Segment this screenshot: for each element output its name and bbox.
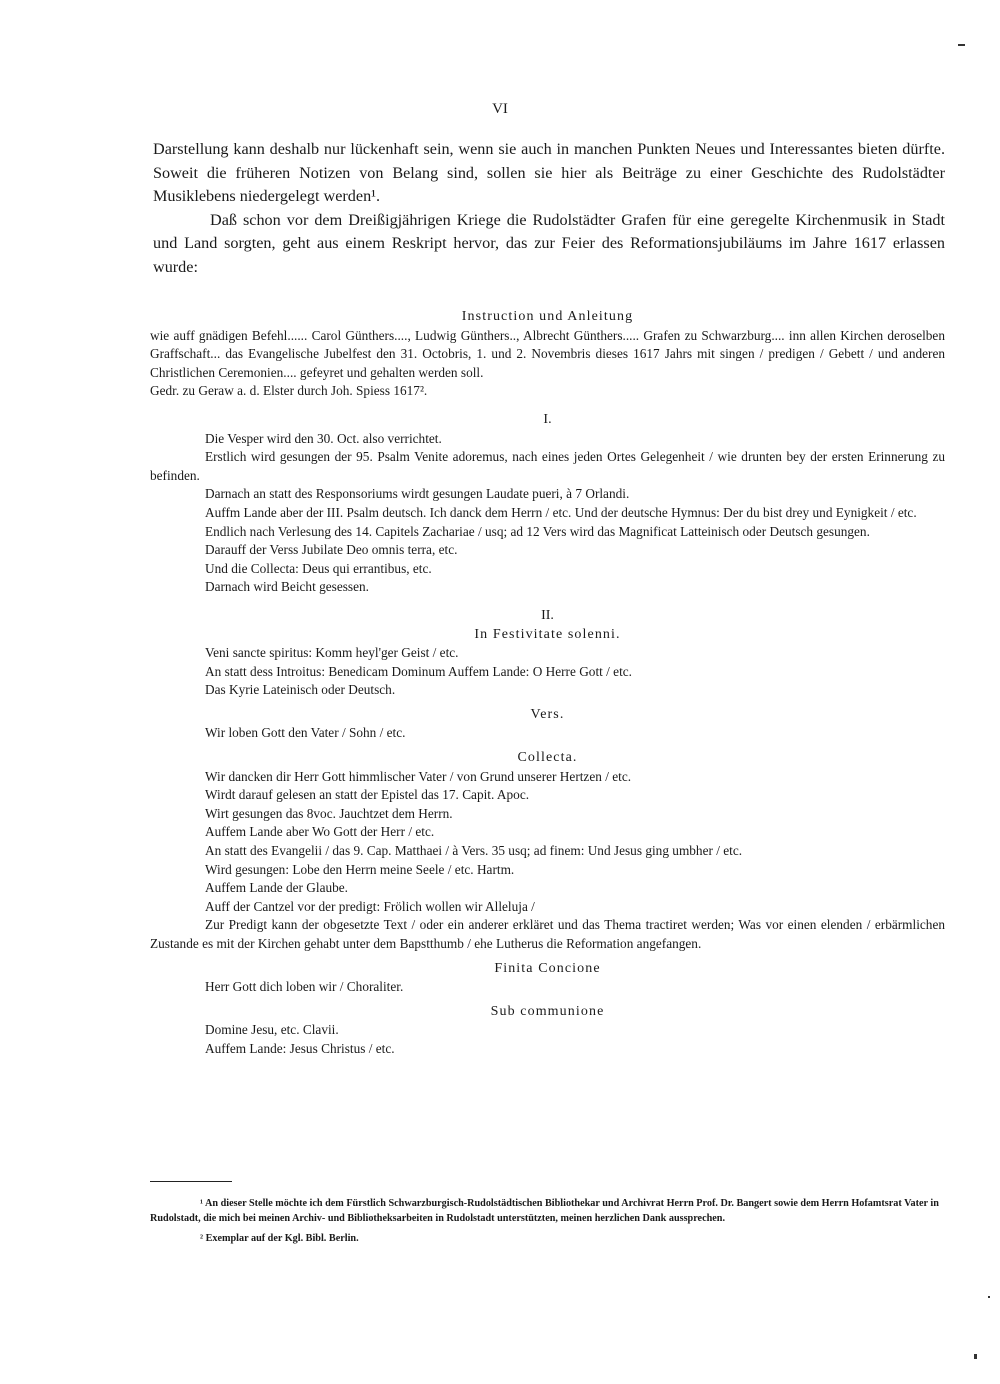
intro-paragraph: Daß schon vor dem Dreißigjährigen Kriege die Rudolstädter Grafen für eine geregelte Kirchenmusik in Stadt und Land sorgten, geht aus einem Reskript hervor, das zur Feier des Reformationsjubiläums im Jahre 1617 erlassen wurde: <box>153 210 945 276</box>
footnote: ² Exemplar auf der Kgl. Bibl. Berlin. <box>200 1233 359 1244</box>
scan-speck <box>988 1296 990 1298</box>
section-line: Wir loben Gott den Vater / Sohn / etc. <box>205 725 406 741</box>
section-line: Veni sancte spiritus: Komm heyl'ger Geist / etc. <box>205 645 459 661</box>
section-line: Darnach an statt des Responsoriums wirdt gesungen Laudate pueri, à 7 Orlandi. <box>205 486 630 502</box>
footnotes <box>150 1196 945 1246</box>
section-line: Wird gesungen: Lobe den Herrn meine Seele / etc. Hartm. <box>205 861 515 877</box>
section-line: Wir dancken dir Herr Gott himmlischer Vater / von Grund unserer Hertzen / etc. <box>205 768 632 784</box>
section-subheading: In Festivitate solenni. <box>474 626 621 642</box>
section-line: An statt des Evangelii / das 9. Cap. Matthaei / à Vers. 35 usq; ad finem: Und Jesus ging umbher / etc. <box>205 843 743 859</box>
section-line: Und die Collecta: Deus qui errantibus, etc. <box>205 560 432 576</box>
page-number: VI <box>492 101 508 117</box>
collecta-heading: Collecta. <box>517 750 578 766</box>
rescript-document <box>150 308 945 1059</box>
rescript-printer: Gedr. zu Geraw a. d. Elster durch Joh. Spiess 1617². <box>150 383 428 399</box>
section-line: Erstlich wird gesungen der 95. Psalm Venite adoremus, nach eines jeden Ortes Gelegenheit / wie drunten bey der ersten Erinnerung zu befinden. <box>150 449 945 483</box>
section-line: Auffm Lande aber der III. Psalm deutsch. Ich danck dem Herrn / etc. Und der deutsche Hymnus: Der du bist drey und Eynigkeit / etc. <box>205 504 917 520</box>
section-line: Endlich nach Verlesung des 14. Capitels Zachariae / usq; ad 12 Vers wird das Magnificat Latteinisch oder Deutsch gesungen. <box>205 523 870 539</box>
section-heading: I. <box>543 411 552 427</box>
communione-heading: Sub communione <box>490 1003 605 1019</box>
section-line: Auffem Lande aber Wo Gott der Herr / etc. <box>205 824 435 840</box>
section-line: Darnach wird Beicht gesessen. <box>205 579 369 595</box>
footnote-divider <box>150 1181 232 1182</box>
finita-heading: Finita Concione <box>494 960 601 976</box>
section-line: Die Vesper wird den 30. Oct. also verrichtet. <box>205 430 442 446</box>
section-line: Auff der Cantzel vor der predigt: Frölich wollen wir Alleluja / <box>205 898 535 914</box>
section-line: Herr Gott dich loben wir / Choraliter. <box>205 979 404 995</box>
section-line: An statt dess Introitus: Benedicam Dominum Auffem Lande: O Herre Gott / etc. <box>205 663 633 679</box>
rescript-preamble: wie auff gnädigen Befehl...... Carol Günthers...., Ludwig Günthers.., Albrecht Günthers..... Grafen zu Schwarzburg.... inn allen Kirchen deroselben Graffschaft... das Evangelische Jubelfest den 31. Octobris, 1. und 2. Novembris dieses 1617 Jahrs mit singen / predigen / Gebett / und anderen Christlichen Ceremonien.... gefeyret und gehalten werden soll. <box>150 327 945 380</box>
section-line: Das Kyrie Lateinisch oder Deutsch. <box>205 682 396 698</box>
footnote: ¹ An dieser Stelle möchte ich dem Fürstlich Schwarzburgisch-Rudolstädtischen Bibliothekar und Archivrat Herrn Prof. Dr. Bangert sowie dem Herrn Hofamtsrat Vater in Rudolstadt, die mich bei meinen Archiv- und Bibliotheksarbeiten in Rudolstadt unterstützten, meinen herzlichen Dank aussprechen. <box>150 1198 939 1224</box>
section-line: Darauff der Verss Jubilate Deo omnis terra, etc. <box>205 542 458 558</box>
section-heading: II. <box>541 607 554 623</box>
intro-paragraph: Darstellung kann deshalb nur lückenhaft sein, wenn sie auch in manchen Punkten Neues und Interessantes bieten dürfte. Soweit die früheren Notizen von Belang sind, sollen sie hier als Beiträge zu einer Geschichte des Rudolstädter Musiklebens niedergelegt werden¹. <box>153 140 945 205</box>
section-line: Wirt gesungen das 8voc. Jauchtzet dem Herrn. <box>205 805 453 821</box>
section-line: Wirdt darauf gelesen an statt der Epistel das 17. Capit. Apoc. <box>205 787 530 803</box>
section-line: Auffem Lande: Jesus Christus / etc. <box>205 1040 395 1056</box>
section-line: Domine Jesu, etc. Clavii. <box>205 1022 339 1038</box>
rescript-title: Instruction und Anleitung <box>461 309 634 324</box>
section-line: Auffem Lande der Glaube. <box>205 880 349 896</box>
scan-speck <box>974 1354 977 1359</box>
scan-speck <box>958 44 965 46</box>
predigt-paragraph: Zur Predigt kann der obgesetzte Text / oder ein anderer erkläret und das Thema tractiret werden; Was vor einen elenden / erbärmlichen Zustande es mit der Kirchen gehabt unter dem Bapstthumb / ehe Lutherus die Reformation angefangen. <box>150 917 945 951</box>
vers-heading: Vers. <box>530 706 565 722</box>
intro-text <box>153 138 945 279</box>
